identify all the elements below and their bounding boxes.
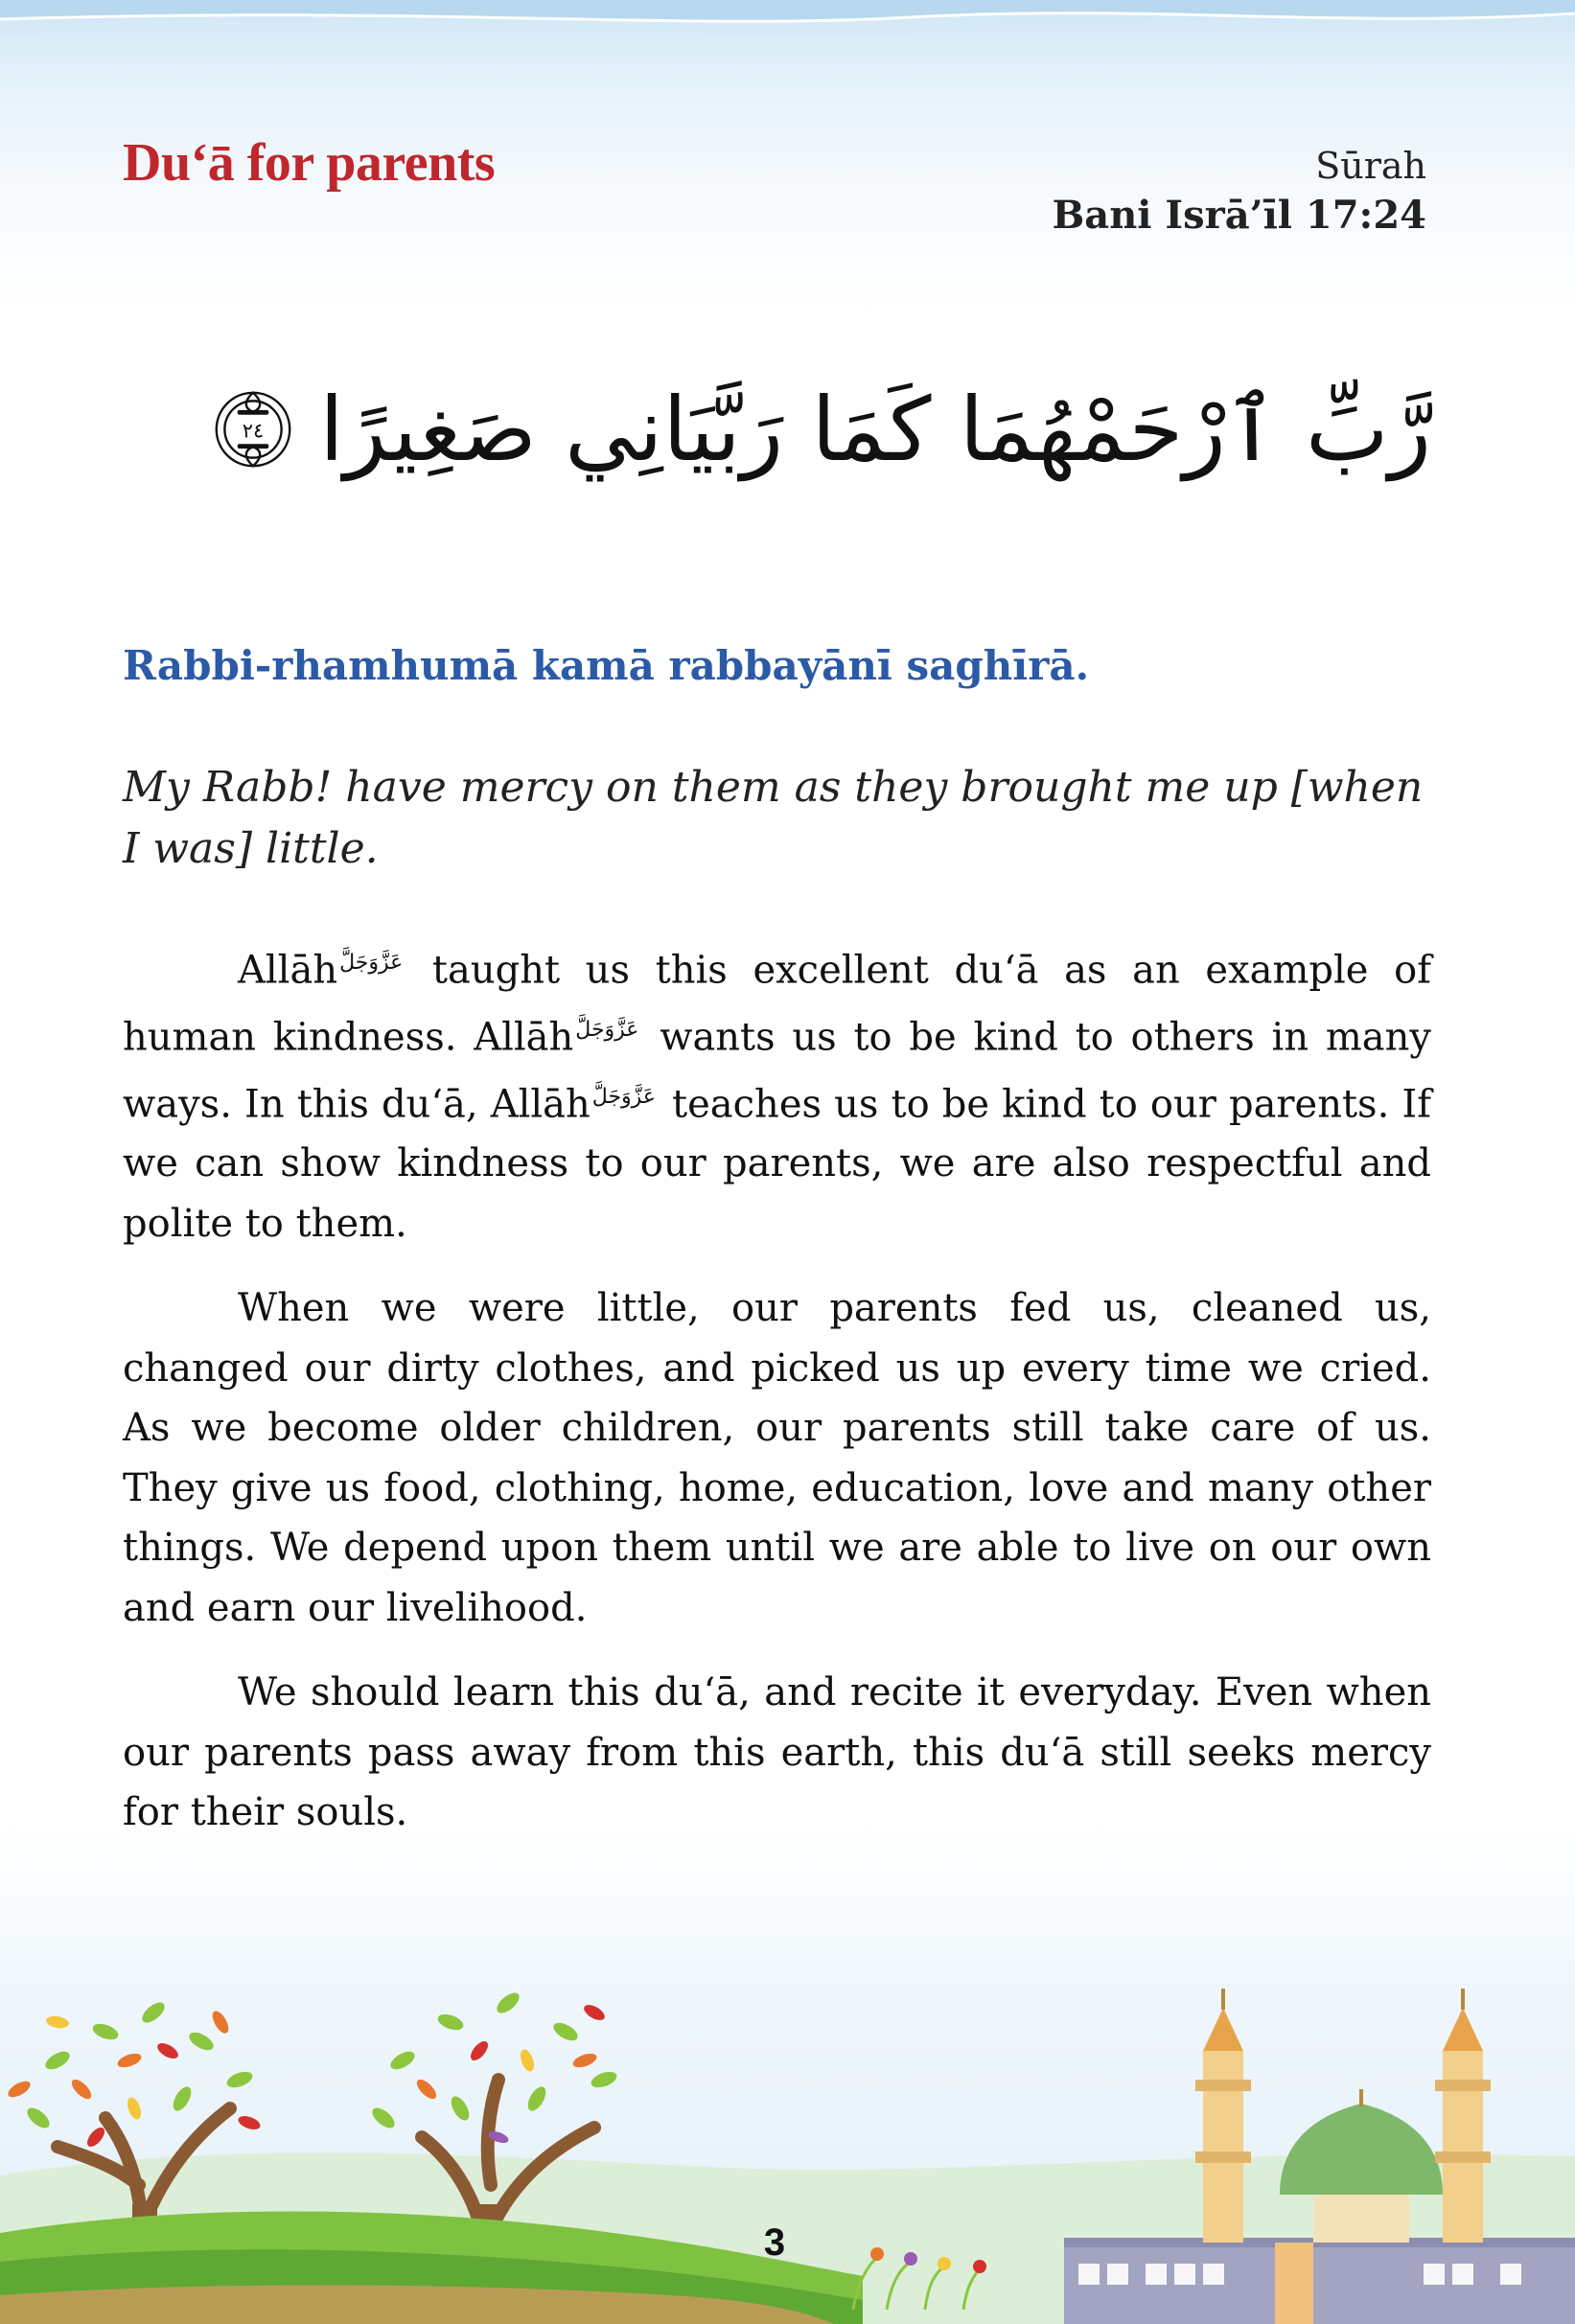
honorific-glyph: عَزَّوَجَلَّ — [575, 1017, 639, 1042]
paragraph-3: We should learn this du‘ā, and recite it everyday. Even when our parents pass away from this earth, this du‘ā still seeks mercy for their souls. — [123, 1670, 1431, 1835]
surah-label: Sūrah — [1315, 145, 1426, 187]
surah-reference — [1053, 142, 1427, 242]
body-text — [123, 933, 1431, 1868]
honorific-glyph: عَزَّوَجَلَّ — [339, 951, 404, 975]
top-wave-decoration — [0, 0, 1575, 58]
page-number: 3 — [763, 2221, 786, 2264]
minaret-icon — [1195, 1989, 1251, 2243]
ayah-number: ٢٤ — [242, 418, 265, 443]
arabic-verse: رَّبِّ ٱرْحَمْهُمَا كَمَا رَبَّيَانِي صَغِيرًا — [319, 378, 1431, 481]
ayah-end-marker-icon — [212, 388, 294, 471]
translation: My Rabb! have mercy on them as they brought me up [when I was] little. — [123, 763, 1424, 873]
transliteration: Rabbi-rhamhumā kamā rabbayānī saghīrā. — [123, 642, 1090, 689]
page-title: Du‘ā for parents — [123, 133, 496, 193]
paragraph-2: When we were little, our parents fed us, cleaned us, changed our dirty clothes, and picked us up every time we cried. As we become older children, our parents still take care of us. They give us food, clothing, home, education, love and many other things. We depend upon them until we are able to live on our own and earn our livelihood. — [123, 1286, 1431, 1630]
honorific-glyph: عَزَّوَجَلَّ — [591, 1084, 656, 1109]
chapter-verse: Bani Isrā’īl 17:24 — [1052, 193, 1426, 238]
paragraph-1: Allāh$^{عَزَّوَجَلَّ}$ taught us this excellent du‘ā as an example of human kindness. Allāh$^{عَزَّوَجَلَّ}$ wants us to be kind to others in many ways. In this du‘ā, Allāh$^{عَزَّوَجَلَّ}$ teaches us to be kind to our parents. If we can show kindness to our parents, we are also respectful and polite to them. — [123, 948, 1432, 1246]
arabic-verse-block — [212, 362, 1431, 496]
minaret-icon — [1435, 1989, 1491, 2243]
